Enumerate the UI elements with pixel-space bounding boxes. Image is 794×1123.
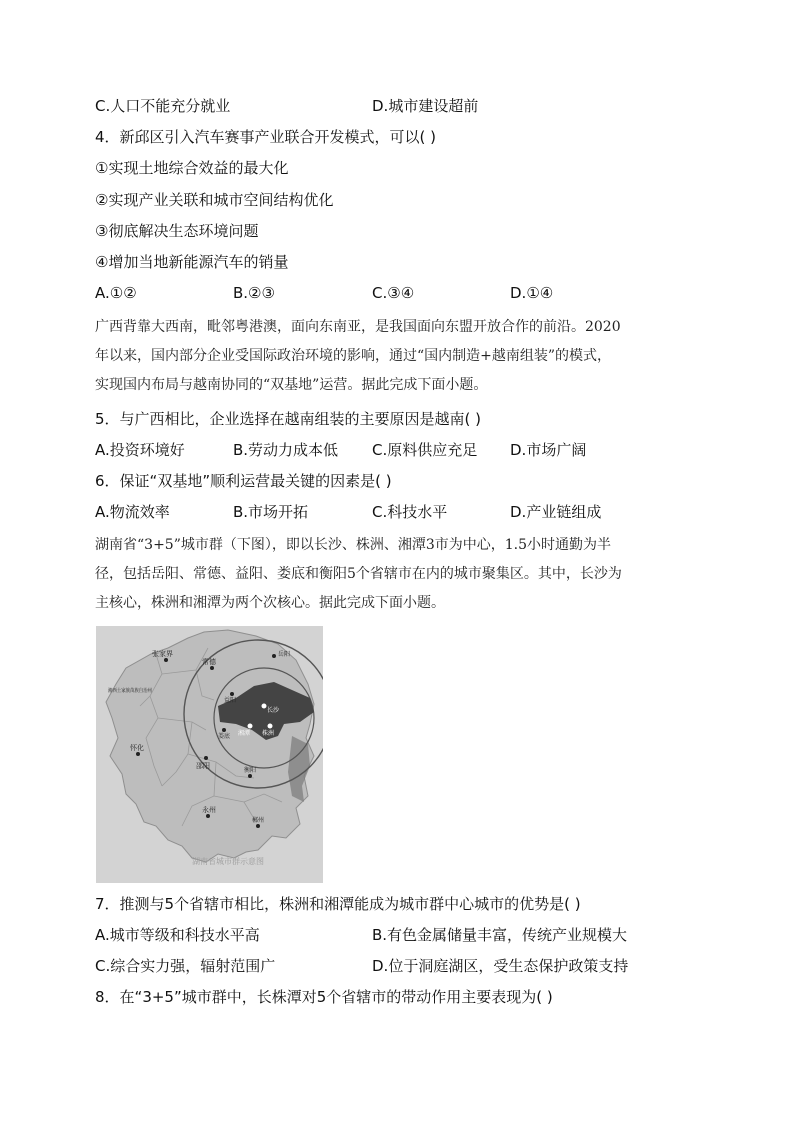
city-dot-zhuzhou: [268, 724, 273, 729]
city-dot-yongzhou: [206, 814, 210, 818]
q4-option-c: C.③④: [372, 284, 415, 302]
map-caption: 湖南省城市群示意图: [192, 857, 264, 866]
map-label-zhangjiajie: 张家界: [152, 650, 173, 658]
q5-stem: 5．与广西相比，企业选择在越南组装的主要原因是越南( ): [95, 410, 482, 428]
q7-option-d: D.位于洞庭湖区，受生态保护政策支持: [372, 957, 629, 975]
map-svg: [96, 626, 323, 883]
q4-item-3: ③彻底解决生态环境问题: [95, 222, 259, 240]
city-dot-huaihua: [136, 752, 140, 756]
q5-option-b: B.劳动力成本低: [233, 441, 339, 459]
map-label-shaoyang: 邵阳: [196, 762, 210, 770]
passage-guangxi: [95, 313, 695, 400]
q3-option-c: C.人口不能充分就业: [95, 97, 231, 115]
map-label-yueyang: 岳阳: [278, 651, 291, 658]
q6-stem: 6．保证“双基地”顺利运营最关键的因素是( ): [95, 472, 392, 490]
city-dot-chenzhou: [256, 824, 260, 828]
city-dot-xiangtan: [248, 724, 253, 729]
city-dot-hengyang: [248, 774, 252, 778]
q3-option-d: D.城市建设超前: [372, 97, 479, 115]
passage-guangxi-line-1: 广西背靠大西南，毗邻粤港澳，面向东南亚，是我国面向东盟开放合作的前沿。2020: [95, 319, 621, 335]
passage-hunan: [95, 531, 695, 618]
city-dot-changde: [210, 666, 214, 670]
city-dot-zhangjiajie: [164, 658, 168, 662]
q4-item-2: ②实现产业关联和城市空间结构优化: [95, 191, 334, 209]
q6-option-a: A.物流效率: [95, 503, 170, 521]
passage-hunan-line-1: 湖南省“3+5”城市群（下图），即以长沙、株洲、湘潭3市为中心，1.5小时通勤为半: [95, 537, 612, 553]
passage-guangxi-line-3: 实现国内布局与越南协同的“双基地”运营。据此完成下面小题。: [95, 377, 488, 393]
q7-stem: 7．推测与5个省辖市相比，株洲和湘潭能成为城市群中心城市的优势是( ): [95, 895, 581, 913]
q5-option-c: C.原料供应充足: [372, 441, 478, 459]
q6-option-b: B.市场开拓: [233, 503, 309, 521]
passage-hunan-line-2: 径，包括岳阳、常德、益阳、娄底和衡阳5个省辖市在内的城市聚集区。其中，长沙为: [95, 566, 622, 582]
map-label-hengyang: 衡阳: [244, 767, 257, 774]
passage-hunan-line-3: 主核心，株洲和湘潭为两个次核心。据此完成下面小题。: [95, 595, 445, 611]
map-label-zhuzhou: 株洲: [262, 730, 275, 737]
city-dot-changsha: [262, 704, 267, 709]
map-label-changde: 常德: [202, 658, 216, 666]
q7-option-b: B.有色金属储量丰富，传统产业规模大: [372, 926, 628, 944]
city-dot-loudi: [222, 728, 226, 732]
q7-option-a: A.城市等级和科技水平高: [95, 926, 260, 944]
map-label-chenzhou: 郴州: [252, 817, 265, 824]
map-label-xiangxi: 湘西土家族苗族自治州: [108, 688, 159, 694]
q4-option-d: D.①④: [510, 284, 554, 302]
map-label-changsha: 长沙: [267, 707, 280, 714]
city-dot-yueyang: [272, 654, 276, 658]
map-label-loudi: 娄底: [218, 733, 231, 740]
q5-option-d: D.市场广阔: [510, 441, 587, 459]
q6-option-c: C.科技水平: [372, 503, 448, 521]
map-label-yiyang: 益阳: [224, 697, 237, 704]
map-label-xiangtan: 湘潭: [238, 730, 251, 737]
q5-option-a: A.投资环境好: [95, 441, 185, 459]
q4-stem: 4．新邱区引入汽车赛事产业联合开发模式，可以( ): [95, 128, 437, 146]
hunan-city-cluster-map: [96, 626, 323, 883]
q8-stem: 8．在“3+5”城市群中，长株潭对5个省辖市的带动作用主要表现为( ): [95, 988, 553, 1006]
map-label-huaihua: 怀化: [130, 744, 144, 752]
q4-item-1: ①实现土地综合效益的最大化: [95, 159, 289, 177]
q6-option-d: D.产业链组成: [510, 503, 602, 521]
q7-option-c: C.综合实力强，辐射范围广: [95, 957, 276, 975]
map-label-yongzhou: 永州: [202, 806, 216, 814]
q4-item-4: ④增加当地新能源汽车的销量: [95, 253, 289, 271]
q4-option-b: B.②③: [233, 284, 275, 302]
passage-guangxi-line-2: 年以来，国内部分企业受国际政治环境的影响，通过“国内制造+越南组装”的模式，: [95, 348, 612, 364]
city-dot-shaoyang: [204, 756, 208, 760]
q4-option-a: A.①②: [95, 284, 137, 302]
city-dot-yiyang: [230, 692, 234, 696]
